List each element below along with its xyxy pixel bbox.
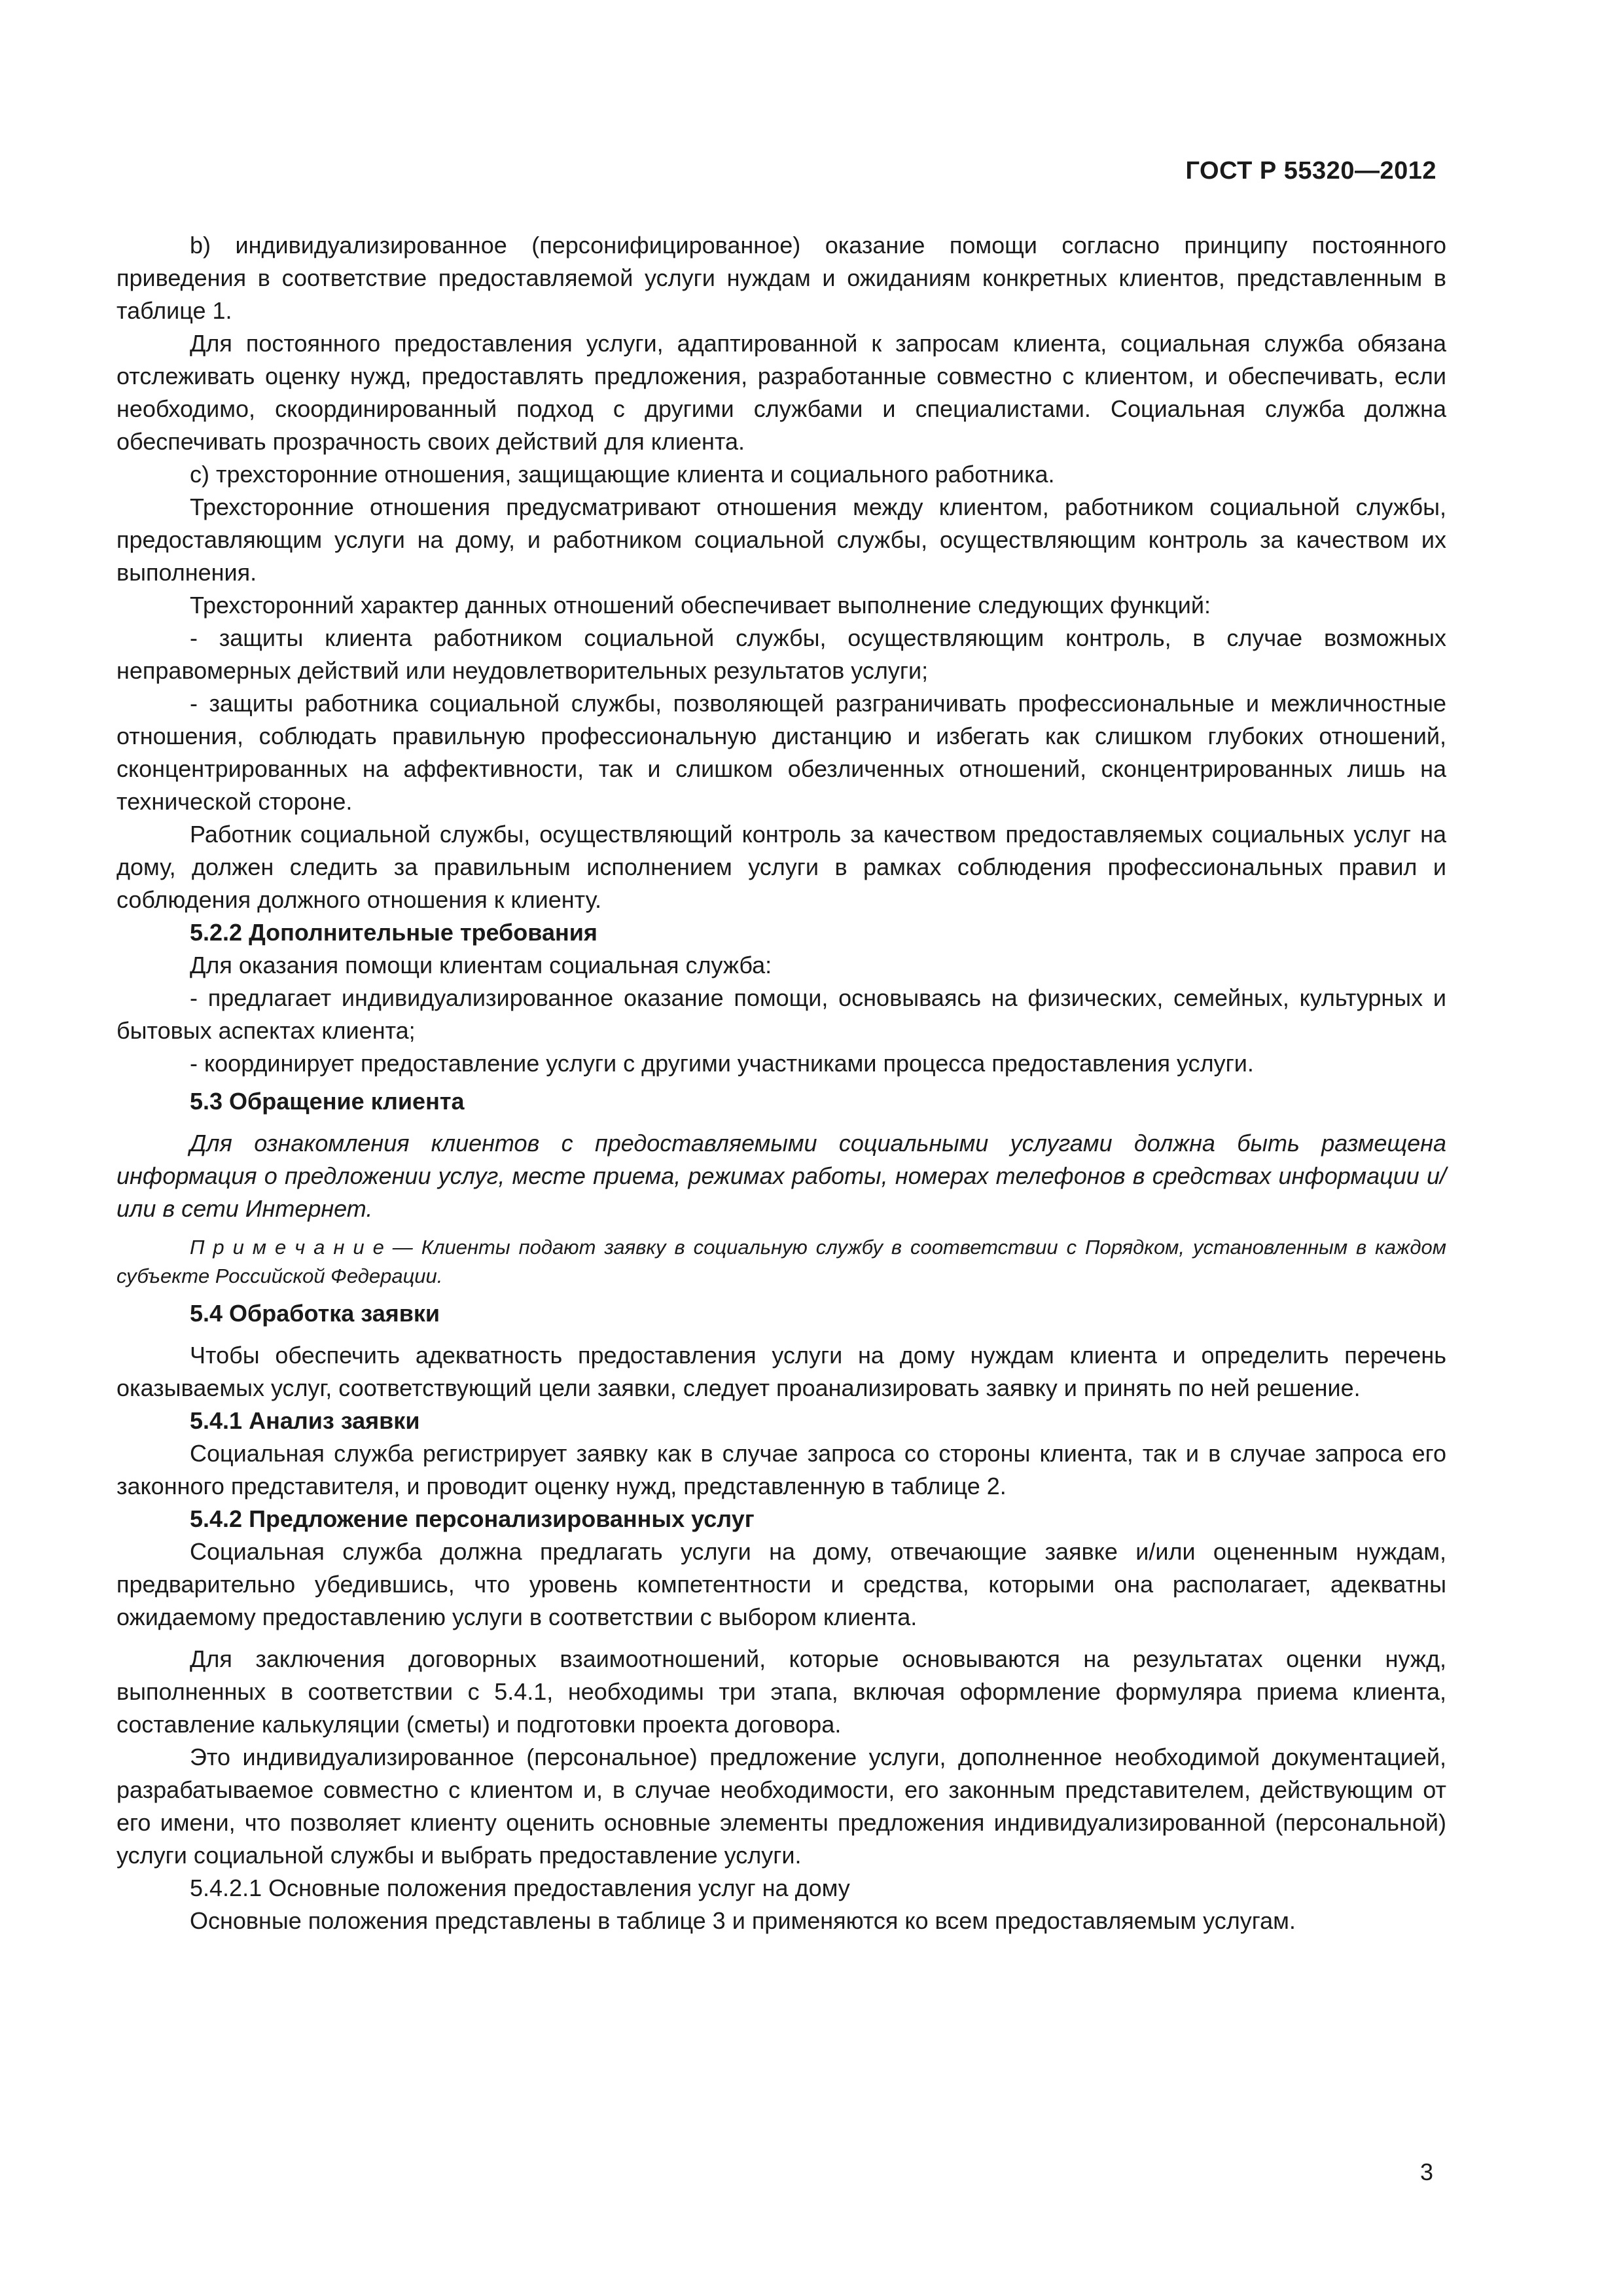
section-heading: 5.3 Обращение клиента <box>190 1088 465 1115</box>
paragraph: Для ознакомления клиентов с предоставляемыми социальными услугами должна быть размещена информация о предложении услуг, месте приема, режимах работы, номерах телефонов в средствах информации и/или в сети Интернет. <box>116 1130 1446 1222</box>
section-heading: 5.4.2 Предложение персонализированных услуг <box>190 1505 755 1532</box>
paragraph: Для заключения договорных взаимоотношений, которые основываются на результатах оценки нужд, выполненных в соответствии с 5.4.1, необходимы три этапа, включая оформление формуляра приема клиента, составление калькуляции (сметы) и подготовки проекта договора. <box>116 1645 1446 1738</box>
list-item: - предлагает индивидуализированное оказание помощи, основываясь на физических, семейных, культурных и бытовых аспектах клиента; <box>116 984 1446 1044</box>
paragraph: Трехсторонний характер данных отношений обеспечивает выполнение следующих функций: <box>190 592 1211 619</box>
standard-header: ГОСТ Р 55320—2012 <box>1185 157 1436 185</box>
note: П р и м е ч а н и е — Клиенты подают заявку в социальную службу в соответствии с Порядком, установленным в каждом субъекте Российской Федерации. <box>116 1236 1446 1287</box>
paragraph: Это индивидуализированное (персональное) предложение услуги, дополненное необходимой документацией, разрабатываемое совместно с клиентом и, в случае необходимости, его законным представителем, действующим от его имени, что позволяет клиенту оценить основные элементы предложения индивидуализированной (персональной) услуги социальной службы и выбрать предоставление услуги. <box>116 1744 1446 1869</box>
list-item: - координирует предоставление услуги с другими участниками процесса предоставления услуги. <box>190 1050 1254 1077</box>
section-heading: 5.4 Обработка заявки <box>190 1300 440 1327</box>
page-number: 3 <box>1419 2159 1433 2185</box>
paragraph: c) трехсторонние отношения, защищающие клиента и социального работника. <box>190 461 1055 488</box>
paragraph: Социальная служба должна предлагать услуги на дому, отвечающие заявке и/или оцененным нуждам, предварительно убедившись, что уровень компетентности и средства, которыми она располагает, адекватны ожидаемому предоставлению услуги в соответствии с выбором клиента. <box>116 1538 1446 1630</box>
section-heading: 5.2.2 Дополнительные требования <box>190 919 597 946</box>
paragraph: Трехсторонние отношения предусматривают отношения между клиентом, работником социальной службы, предоставляющим услуги на дому, и работником социальной службы, осуществляющим контроль за качеством их выполнения. <box>116 493 1446 586</box>
paragraph: b) индивидуализированное (персонифицированное) оказание помощи согласно принципу постоянного приведения в соответствие предоставляемой услуги нуждам и ожиданиям конкретных клиентов, представленным в таблице 1. <box>116 232 1446 324</box>
paragraph: Социальная служба регистрирует заявку как в случае запроса со стороны клиента, так и в случае запроса его законного представителя, и проводит оценку нужд, представленную в таблице 2. <box>116 1440 1446 1499</box>
paragraph: Чтобы обеспечить адекватность предоставления услуги на дому нуждам клиента и определить перечень оказываемых услуг, соответствующий цели заявки, следует проанализировать заявку и принять по ней решение. <box>116 1342 1446 1401</box>
subsection-title: 5.4.2.1 Основные положения предоставления услуг на дому <box>190 1874 850 1901</box>
paragraph: Для постоянного предоставления услуги, адаптированной к запросам клиента, социальная служба обязана отслеживать оценку нужд, предоставлять предложения, разработанные совместно с клиентом, и обеспечивать, если необходимо, скоординированный подход с другими службами и специалистами. Социальная служба должна обеспечивать прозрачность своих действий для клиента. <box>116 330 1446 455</box>
paragraph: Работник социальной службы, осуществляющий контроль за качеством предоставляемых социальных услуг на дому, должен следить за правильным исполнением услуги в рамках соблюдения профессиональных правил и соблюдения должного отношения к клиенту. <box>116 821 1446 913</box>
paragraph: Для оказания помощи клиентам социальная служба: <box>190 952 772 978</box>
list-item: - защиты клиента работником социальной службы, осуществляющим контроль, в случае возможных неправомерных действий или неудовлетворительных результатов услуги; <box>116 624 1446 684</box>
list-item: - защиты работника социальной службы, позволяющей разграничивать профессиональные и межличностные отношения, соблюдать правильную профессиональную дистанцию и избегать как слишком глубоких отношений, сконцентрированных на аффективности, так и слишком обезличенных отношений, сконцентрированных лишь на технической стороне. <box>116 690 1446 815</box>
section-heading: 5.4.1 Анализ заявки <box>190 1407 420 1434</box>
paragraph: Основные положения представлены в таблице 3 и применяются ко всем предоставляемым услугам. <box>190 1907 1296 1934</box>
page-body <box>116 229 1446 1937</box>
